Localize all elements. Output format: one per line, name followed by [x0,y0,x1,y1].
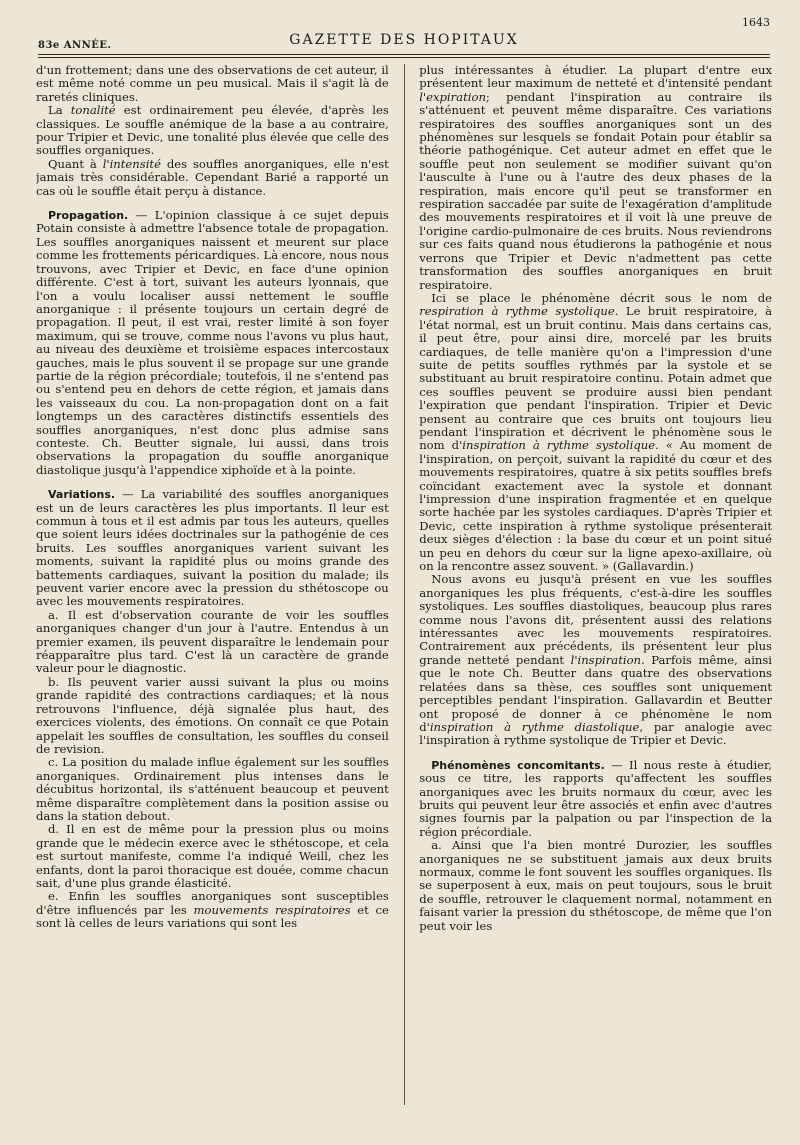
section-propagation: Propagation. — L'opinion classique à ce sujet depuis Potain consiste à admettre l'absence totale de propagation. Les souffles anorganiques naissent et meurent sur place comme les frottements péricardiques. Là encore, nous nous trouvons, avec Tripier et Devic, en face d'une opinion différente. C'est à tort, suivant les auteurs lyonnais, que l'on a voulu localiser aussi nettement le souffle anorganique : il présente toujours un certain degré de propagation. Il peut, il est vrai, rester limité à son foyer maximum, qui se trouve, comme nous l'avons vu plus haut, au niveau des deuxième et troisième espaces intercostaux gauches, mais le plus souvent il se propage sur une grande partie de la région précordiale; toutefois, il ne s'entend pas ou s'entend peu en dehors de cette région, et jamais dans les vaisseaux du cou. La non-propagation dont on a fait longtemps un des caractères distinctifs essentiels des souffles anorganiques, n'est donc plus admise sans conteste. Ch. Beutter signale, lui aussi, dans trois observations la propagation du souffle anorganique diastolique jusqu'à l'appendice xiphoïde et à la pointe. [36,208,389,477]
edition-label: 83e ANNÉE. [38,40,112,51]
paragraph: c. La position du malade influe également sur les souffles anorganiques. Ordinairement plus intenses dans le décubitus horizontal, ils s'atténuent beaucoup et peuvent même disparaître complètement dans la position assise ou dans la station debout. [36,755,389,823]
paragraph: La tonalité est ordinairement peu élevée, d'après les classiques. Le souffle anémique de la base a au contraire, pour Tripier et Devic, une tonalité plus élevée que celle des souffles organiques. [36,103,389,158]
section-heading: Phénomènes concomitants. [431,758,605,772]
right-column [419,64,772,1105]
page-header [38,12,770,56]
journal-title: GAZETTE DES HOPITAUX [289,32,519,48]
column-divider [404,64,405,1105]
page-number: 1643 [742,16,770,29]
paragraph: b. Ils peuvent varier aussi suivant la plus ou moins grande rapidité des contractions cardiaques; et là nous retrouvons l'influence, déjà signalée plus haut, des exercices violents, des émotions. On connaît ce que Potain appelait les souffles de consultation, les souffles du conseil de revision. [36,674,389,756]
paragraph: Quant à l'intensité des souffles anorganiques, elle n'est jamais très considérable. Cependant Barié a rapporté un cas où le souffle était perçu à distance. [36,156,389,198]
paragraph: Nous avons eu jusqu'à présent en vue les souffles anorganiques les plus fréquents, c'est-à-dire les souffles systoliques. Les souffles diastoliques, beaucoup plus rares comme nous l'avons dit, présentent aussi des relations intéressantes avec les mouvements respiratoires. Contrairement aux précédents, ils présentent leur plus grande netteté pendant l'inspiration. Parfois même, ainsi que le note Ch. Beutter dans quatre des observations relatées dans sa thèse, ces souffles sont uniquement perceptibles pendant l'inspiration. Gallavardin et Beutter ont proposé de donner à ce phénomène le nom d'inspiration à rythme diastolique, par analogie avec l'inspiration à rythme systolique de Tripier et Devic. [419,572,772,748]
paragraph: Ici se place le phénomène décrit sous le nom de respiration à rythme systolique. Le bruit respiratoire, à l'état normal, est un bruit continu. Mais dans certains cas, il peut être, pour ainsi dire, morcelé par les bruits cardiaques, de telle manière qu'on a l'impression d'une suite de petits souffles rythmés par la systole et se substituant au bruit respiratoire continu. Potain admet que ces souffles peuvent se produire aussi bien pendant l'expiration que pendant l'inspiration. Tripier et Devic pensent au contraire que ces bruits ont toujours lieu pendant l'inspiration et décrivent le phénomène sous le nom d'inspiration à rythme systolique. « Au moment de l'inspiration, on perçoit, suivant la rapidité du cœur et des mouvements respiratoires, quatre à six petits souffles brefs coïncidant exactement avec la systole et donnant l'impression d'une inspiration fragmentée et en quelque sorte hachée par les systoles cardiaques. D'après Tripier et Devic, cette inspiration à rythme systolique présenterait deux sièges d'élection : la base du cœur et un point situé un peu en dehors du cœur sur la ligne apexo-axillaire, où on la rencontre assez souvent. » (Gallavardin.) [419,290,772,574]
section-phenomenes: Phénomènes concomitants. — Il nous reste à étudier, sous ce titre, les rapports qu'affectent les souffles anorganiques avec les bruits normaux du cœur, avec les bruits qui peuvent leur être associés et enfin avec d'autres signes fournis par la palpation ou par l'inspection de la région précordiale. [419,757,772,839]
paragraph: d. Il en est de même pour la pression plus ou moins grande que le médecin exerce avec le sthétoscope, et cela est surtout manifeste, comme l'a indiqué Weill, chez les enfants, dont la paroi thoracique est douée, comme chacun sait, d'une plus grande élasticité. [36,822,389,890]
left-column [36,64,389,1105]
paragraph: d'un frottement; dans une des observations de cet auteur, il est même noté comme un peu musical. Mais il s'agit là de raretés cliniques. [36,64,389,104]
paragraph: a. Il est d'observation courante de voir les souffles anorganiques changer d'un jour à l'autre. Entendus à un premier examen, ils peuvent disparaître le lendemain pour réapparaître plus tard. C'est là un caractère de grande valeur pour le diagnostic. [36,607,389,676]
header-rule-top [38,54,770,55]
text-columns [36,64,772,1105]
header-rule-bottom [38,57,770,58]
section-heading: Propagation. [48,209,129,223]
paragraph: e. Enfin les souffles anorganiques sont susceptibles d'être influencés par les mouvements respiratoires et ce sont là celles de leurs variations qui sont les [36,889,389,931]
paragraph: plus intéressantes à étudier. La plupart d'entre eux présentent leur maximum de netteté et d'intensité pendant l'expiration; pendant l'inspiration au contraire ils s'atténuent et peuvent même disparaître. Ces variations respiratoires des souffles anorganiques sont un des phénomènes sur lesquels se fondait Potain pour établir sa théorie pathogénique. Cet auteur admet en effet que le souffle peut non seulement se modifier suivant qu'on l'ausculte à l'une ou à l'autre des deux phases de la respiration, mais encore qu'il peut se transformer en respiration saccadée par suite de l'exagération d'amplitude des mouvements respiratoires et il voit là une preuve de l'origine cardio-pulmonaire de ces bruits. Nous reviendrons sur ces faits quand nous étudierons la pathogénie et nous verrons que Tripier et Devic n'admettent pas cette transformation des souffles anorganiques en bruit respiratoire. [419,64,772,292]
paragraph: a. Ainsi que l'a bien montré Durozier, les souffles anorganiques ne se substituent jamais aux deux bruits normaux, comme le font souvent les souffles organiques. Ils se superposent à eux, mais on peut toujours, sous le bruit de souffle, retrouver le claquement normal, notamment en faisant varier la pression du sthétoscope, de même que l'on peut voir les [419,838,772,933]
section-heading: Variations. [48,488,116,502]
section-variations: Variations. — La variabilité des souffles anorganiques est un de leurs caractères les plus importants. Il leur est commun à tous et il est admis par tous les auteurs, quelles que soient leurs idées doctrinales sur la pathogénie de ces bruits. Les souffles anorganiques varient suivant les moments, suivant la rapidité plus ou moins grande des battements cardiaques, suivant la position du malade; ils peuvent varier encore avec la pression du sthétoscope ou avec les mouvements respiratoires. [36,487,389,609]
